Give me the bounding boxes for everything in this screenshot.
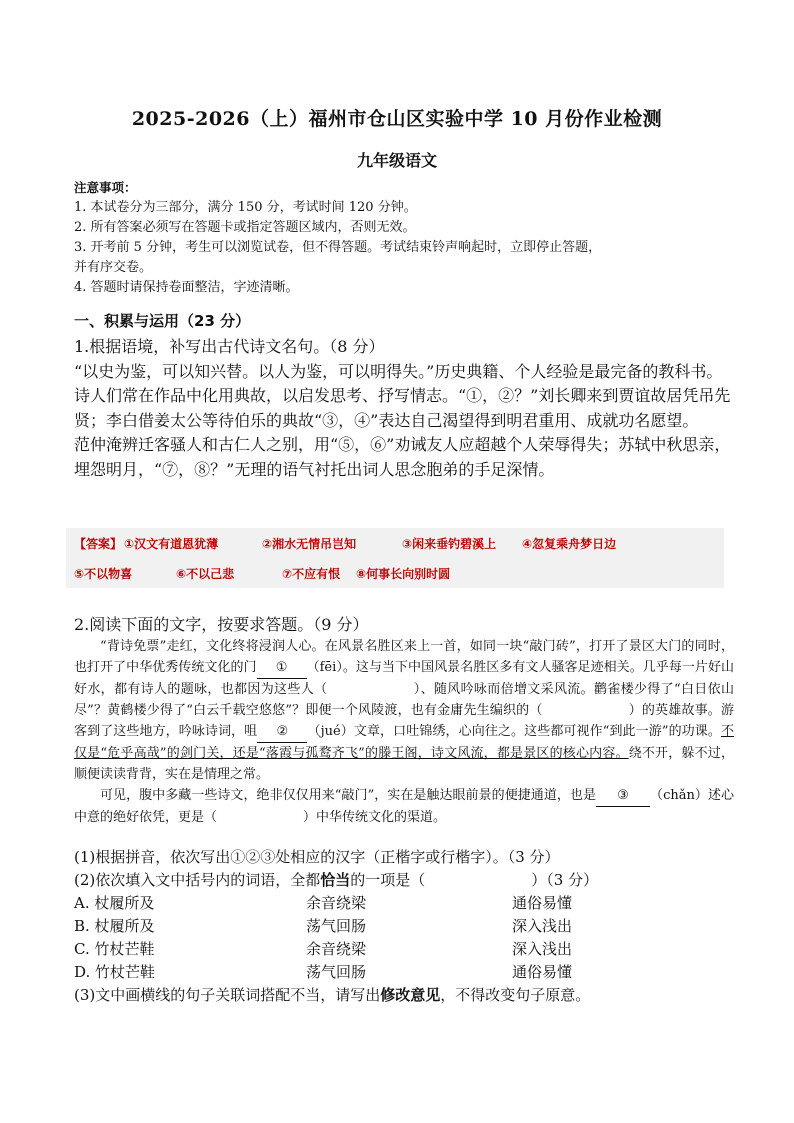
underlined-sentence: 不仅是“危乎高哉”的剑门关，还是“落霞与孤鹜齐飞”的滕王阁，诗文风流，都是景区的核心内容。 <box>74 724 734 761</box>
notes-item: 4. 答题时请保持卷面整洁，字迹清晰。 <box>74 280 299 295</box>
sub-question-2 <box>74 869 754 892</box>
answer-item: ⑦不应有恨 <box>282 567 341 581</box>
notes-heading: 注意事项： <box>74 180 137 195</box>
answer-item: ⑤不以物喜 <box>74 567 133 581</box>
option-text: B. 杖履所及 <box>74 917 155 935</box>
option-text: 荡气回肠 <box>306 917 367 935</box>
sub-question-text: ，不得改变句子原意。 <box>440 986 591 1004</box>
question-1 <box>74 335 734 482</box>
option-text: 通俗易懂 <box>512 963 573 981</box>
option-text: 通俗易懂 <box>512 894 573 912</box>
option-text: 余音绕梁 <box>306 940 367 958</box>
answer-box <box>66 528 724 588</box>
notes-item: 3. 开考前 5 分钟，考生可以浏览试卷，但不得答题。考试结束铃声响起时，立即停止答题， <box>74 240 602 255</box>
answer-item: ⑥不以己悲 <box>176 567 235 581</box>
option-row <box>74 892 754 915</box>
sub-questions <box>74 846 754 1007</box>
blank-1: ① <box>257 657 307 679</box>
sub-question-text: (3)文中画横线的句子关联词搭配不当，请写出 <box>74 986 381 1004</box>
page-subtitle: 九年级语文 <box>356 151 437 170</box>
notes-item: 1. 本试卷分为三部分，满分 150 分，考试时间 120 分钟。 <box>74 200 417 215</box>
sub-question-text: ）（3 分） <box>531 871 599 889</box>
answer-item: ④忽复乘舟梦日边 <box>522 537 617 551</box>
passage-text: （jué）文章，口吐锦绣，心向往之。这些都可视作“到此一游”的功课。 <box>307 724 721 739</box>
option-row <box>74 915 754 938</box>
passage-text: “背诗免票”走红，文化终将浸润人心。在风景名胜区来上一首，如同一块“敲门砖”，打开了景区大门的同时，也打开了中华优秀传统文化的门 <box>74 639 734 675</box>
sub-question-3 <box>74 984 754 1007</box>
option-text: A. 杖履所及 <box>74 894 155 912</box>
question-1-paragraph: “以史为鉴，可以知兴替。以人为鉴，可以明得失。”历史典籍、个人经验是最完备的教科书。诗人们常在作品中化用典故，以启发思考、抒写情志。“①，②？”刘长卿来到贾谊故居凭吊先贤；李白借姜太公等待伯乐的典故“③，④”表达自己渴望得到明君重用、成就功名愿望。 <box>74 361 731 430</box>
exam-notes <box>74 178 734 298</box>
blank-3: ③ <box>596 785 650 807</box>
blank-2: ② <box>257 721 307 743</box>
passage-paragraph <box>74 785 734 828</box>
option-text: 深入浅出 <box>512 917 573 935</box>
emphasis-text: 修改意见 <box>380 986 441 1004</box>
passage-text: （fēi）。这与当下中国风景名胜区多有文人骚客足迹相关。几乎每一片好山好水，都有诗人的题咏，也都因为这些人（ <box>74 660 734 697</box>
answer-item: ②湘水无情吊岂知 <box>262 537 357 551</box>
option-row <box>74 938 754 961</box>
question-1-title: 1.根据语境，补写出古代诗文名句。（8 分） <box>74 337 385 356</box>
sub-question-1: (1)根据拼音，依次写出①②③处相应的汉字（正楷字或行楷字）。（3 分） <box>74 848 560 866</box>
option-row <box>74 961 754 984</box>
question-2-title: 2.阅读下面的文字，按要求答题。（9 分） <box>74 615 369 634</box>
answer-item: ⑧何事长向别时圆 <box>356 567 451 581</box>
option-text: 深入浅出 <box>512 940 573 958</box>
reading-passage <box>74 636 734 828</box>
answer-label: 【答案】 <box>74 537 123 551</box>
notes-item: 并有序交卷。 <box>74 260 153 275</box>
answer-item: ③闲来垂钓碧溪上 <box>402 537 497 551</box>
passage-paragraph <box>74 636 734 785</box>
option-text: C. 竹杖芒鞋 <box>74 940 155 958</box>
page-title: 2025-2026（上）福州市仓山区实验中学 10 月份作业检测 <box>131 108 663 130</box>
option-text: D. 竹杖芒鞋 <box>74 963 156 981</box>
emphasis-text: 恰当 <box>320 871 351 889</box>
question-1-paragraph: 范仲淹辨迁客骚人和古仁人之别，用“⑤，⑥”劝诫友人应超越个人荣辱得失；苏轼中秋思亲，埋怨明月，“⑦，⑧？”无理的语气衬托出词人思念胞弟的手足深情。 <box>74 435 731 479</box>
passage-text: 绕不开，躲不过，顺便读读背背，实在是情理之常。 <box>74 746 734 782</box>
passage-text: ）、随风吟咏而倍增文采风流。鹳雀楼少得了“白日依山尽”？黄鹤楼少得了“白云千载空悠悠”？即便一个风陵渡，也有金庸先生编织的（ <box>74 682 734 718</box>
option-text: 荡气回肠 <box>306 963 367 981</box>
passage-text: ）的英雄故事。游客到了这些地方，吟咏诗词，咀 <box>74 703 734 739</box>
sub-question-text: (2)依次填入文中括号内的词语，全都 <box>74 871 321 889</box>
sub-question-text: 的一项是（ <box>350 871 426 889</box>
passage-text: 可见，腹中多藏一些诗文，绝非仅仅用来“敲门”，实在是触达眼前景的便捷通道，也是 <box>100 788 596 803</box>
notes-item: 2. 所有答案必须写在答题卡或指定答题区域内，否则无效。 <box>74 220 416 235</box>
option-text: 余音绕梁 <box>306 894 367 912</box>
passage-text: （chǎn）述心中意的绝好依凭，更是（ <box>74 788 734 825</box>
section-heading: 一、积累与运用（23 分） <box>74 312 251 330</box>
passage-text: ）中华传统文化的渠道。 <box>303 810 447 825</box>
answer-item: ①汉文有道恩犹薄 <box>124 537 219 551</box>
